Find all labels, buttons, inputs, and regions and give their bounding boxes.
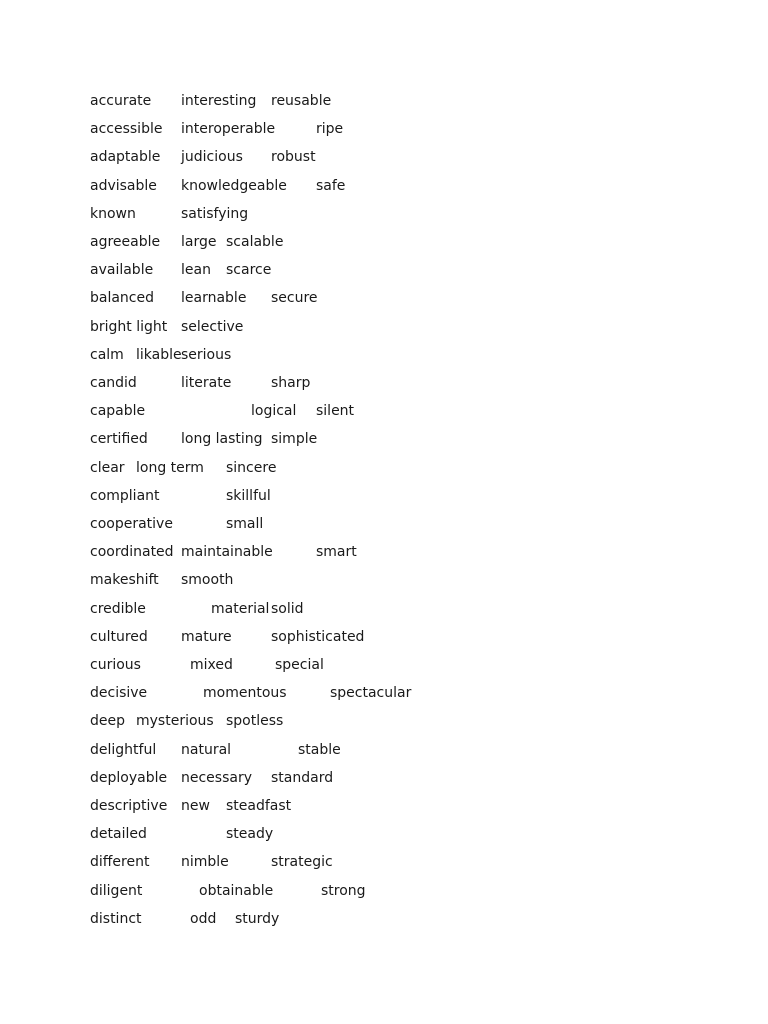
word: mature [181,628,232,645]
word: sophisticated [271,628,365,645]
word-row [0,119,768,139]
word: interoperable [181,121,276,138]
word-row [0,570,768,590]
word: steadfast [226,798,292,814]
word: mysterious [136,713,214,730]
word: makeshift [90,572,159,589]
word-row [0,345,768,365]
word: obtainable [199,882,274,899]
word-row [0,711,768,731]
word: mixed [190,657,233,673]
word: decisive [90,685,148,702]
word-row [0,768,768,788]
word: interesting [181,93,257,109]
word-row [0,542,768,562]
word-row [0,458,768,478]
word: compliant [90,487,160,504]
word: likable [136,346,182,363]
word: agreeable [90,234,161,250]
word: small [226,516,264,532]
word: necessary [181,769,253,786]
word: certified [90,431,148,448]
word: long term [136,459,204,476]
word: solid [271,600,304,617]
word: natural [181,741,232,758]
word: deep [90,713,125,730]
word: distinct [90,910,142,927]
word: nimble [181,854,229,871]
word: new [181,798,210,814]
word: material [211,600,270,617]
word: judicious [181,149,243,166]
word: logical [251,403,297,420]
word-row [0,909,768,929]
word: selective [181,318,244,335]
word: accessible [90,121,163,138]
word: advisable [90,177,157,194]
word: large [181,234,217,250]
word: learnable [181,290,247,307]
word: skillful [226,487,271,504]
word: knowledgeable [181,177,287,194]
word-row [0,373,768,393]
word-row [0,740,768,760]
word: accurate [90,93,152,109]
word: bright light [90,318,168,335]
word: delightful [90,741,157,758]
word-row [0,599,768,619]
word: candid [90,375,137,391]
word-row [0,429,768,449]
word: calm [90,346,124,363]
word: sharp [271,375,311,391]
word: credible [90,600,146,617]
word-row [0,796,768,816]
word: deployable [90,769,168,786]
word: safe [316,177,346,194]
word: curious [90,657,141,673]
word: silent [316,403,355,420]
word-row [0,288,768,308]
word: secure [271,290,318,307]
word: ripe [316,121,344,138]
word: maintainable [181,544,273,561]
word: reusable [271,93,332,109]
word: lean [181,262,211,279]
word: sturdy [235,910,280,927]
word: special [275,657,324,673]
word-row [0,401,768,421]
word: cultured [90,628,148,645]
word: known [90,205,136,222]
word: available [90,262,154,279]
word: cooperative [90,516,173,532]
word: simple [271,431,318,448]
word: strong [321,882,366,899]
word-row [0,176,768,196]
word: stable [298,741,341,758]
word-row [0,147,768,167]
word-row [0,204,768,224]
word: clear [90,459,125,476]
word: smooth [181,572,234,589]
word: sincere [226,459,277,476]
word: robust [271,149,316,166]
word: serious [181,346,232,363]
word: scalable [226,234,284,250]
word-row [0,824,768,844]
word-row [0,486,768,506]
word: descriptive [90,798,168,814]
word-row [0,260,768,280]
word: long lasting [181,431,263,448]
word: momentous [203,685,287,702]
word: literate [181,375,232,391]
word-row [0,514,768,534]
word: standard [271,769,334,786]
word: steady [226,826,274,843]
word: scarce [226,262,272,279]
word: spotless [226,713,284,730]
word-row [0,683,768,703]
word: odd [190,910,217,927]
word: diligent [90,882,143,899]
word: detailed [90,826,147,843]
word: different [90,854,150,871]
word: adaptable [90,149,161,166]
word-row [0,881,768,901]
word-row [0,91,768,111]
word: strategic [271,854,333,871]
word: capable [90,403,146,420]
word: satisfying [181,205,249,222]
word: smart [316,544,357,561]
word: balanced [90,290,155,307]
word-row [0,627,768,647]
word-row [0,317,768,337]
word: spectacular [330,685,412,702]
word-row [0,852,768,872]
word-row [0,655,768,675]
word: coordinated [90,544,174,561]
word-row [0,232,768,252]
